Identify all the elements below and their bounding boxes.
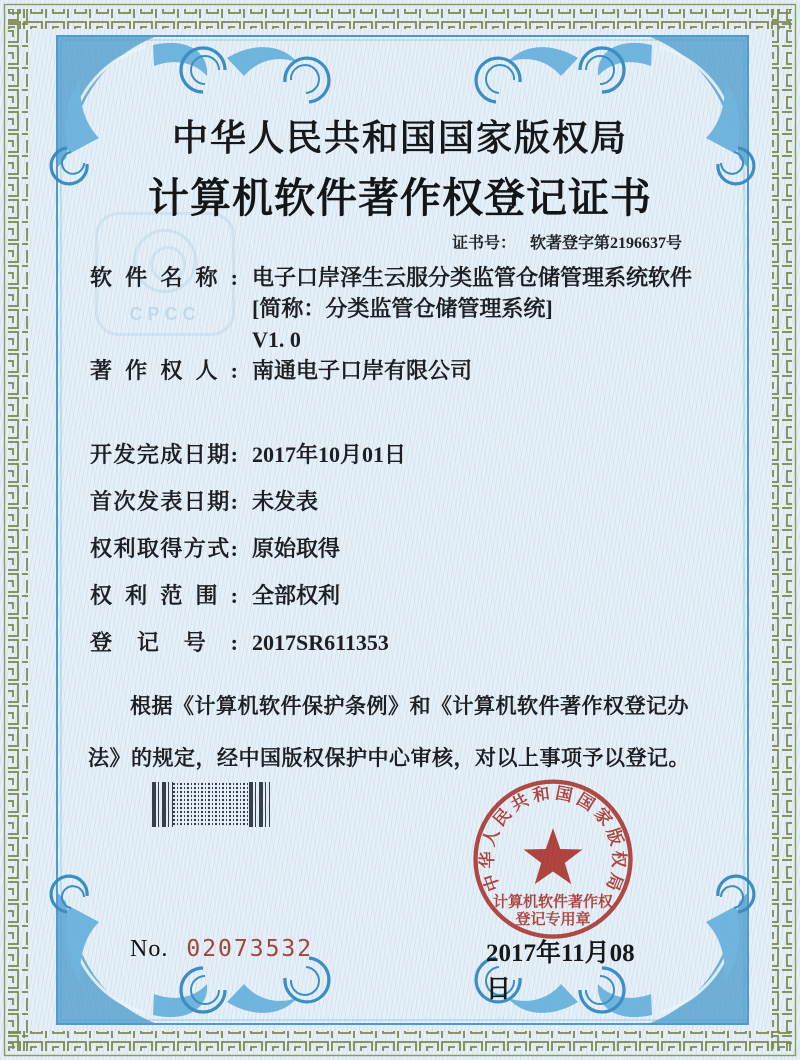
field-right-scope-value: 全部权利 — [252, 583, 341, 608]
barcode-data-matrix — [173, 782, 249, 827]
field-right-acquisition — [90, 533, 730, 564]
field-first-publish-date-value: 未发表 — [252, 489, 319, 514]
registration-statement: 根据《计算机软件保护条例》和《计算机软件著作权登记办法》的规定，经中国版权保护中心审核，对以上事项予以登记。 — [88, 694, 690, 770]
field-first-publish-date — [90, 486, 730, 517]
certificate-title: 计算机软件著作权登记证书 — [148, 175, 652, 221]
field-first-publish-date-label: 首次发表日期: — [90, 489, 238, 514]
barcode-right-bars — [249, 782, 270, 827]
certificate-number — [452, 230, 682, 253]
field-right-acquisition-value: 原始取得 — [252, 536, 341, 561]
serial-number-label: No. — [130, 936, 169, 962]
official-red-seal — [456, 770, 650, 954]
field-registration-no — [90, 627, 730, 658]
star-icon — [524, 828, 583, 884]
field-software-name-label: 软件名称: — [90, 265, 238, 290]
serial-number-value: 02073532 — [186, 936, 314, 962]
field-software-name — [90, 262, 730, 355]
barcode-left-bars — [152, 782, 173, 827]
field-dev-complete-date-value: 2017年10月01日 — [252, 442, 407, 467]
field-copyright-owner — [90, 355, 730, 386]
field-right-acquisition-label: 权利取得方式: — [90, 536, 238, 561]
certificate-number-value: 软著登字第2196637号 — [529, 235, 682, 252]
seal-date: 2017年11月08日 — [486, 940, 635, 1003]
software-name-line2: [简称：分类监管仓储管理系统] — [252, 296, 553, 321]
software-name-version: V1. 0 — [252, 327, 301, 352]
field-copyright-owner-label: 著作权人: — [90, 358, 238, 383]
seal-text-line1: 计算机软件著作权 — [492, 894, 614, 911]
meander-border-top — [8, 9, 792, 29]
field-right-scope — [90, 580, 730, 611]
software-name-line1: 电子口岸泽生云服分类监管仓储管理系统软件 — [252, 265, 693, 290]
certificate-fields — [90, 262, 730, 658]
cpcc-watermark-label: CPCC — [129, 304, 201, 324]
field-registration-no-label: 登记号: — [90, 630, 238, 655]
seal-arc-text: 中华人民共和国国家版权局 — [477, 783, 629, 898]
serial-number-row — [130, 936, 313, 963]
field-software-name-value — [252, 262, 692, 355]
field-dev-complete-date — [90, 439, 730, 470]
meander-border-bottom — [8, 1031, 792, 1051]
field-right-scope-label: 权利范围: — [90, 583, 238, 608]
barcode-image — [152, 782, 270, 827]
certificate-number-label: 证书号： — [451, 235, 516, 252]
field-dev-complete-date-label: 开发完成日期: — [90, 442, 238, 467]
issuing-authority-title: 中华人民共和国国家版权局 — [171, 118, 628, 158]
seal-text-line2: 登记专用章 — [515, 911, 591, 928]
field-registration-no-value: 2017SR611353 — [252, 630, 389, 655]
field-copyright-owner-value: 南通电子口岸有限公司 — [252, 358, 473, 383]
